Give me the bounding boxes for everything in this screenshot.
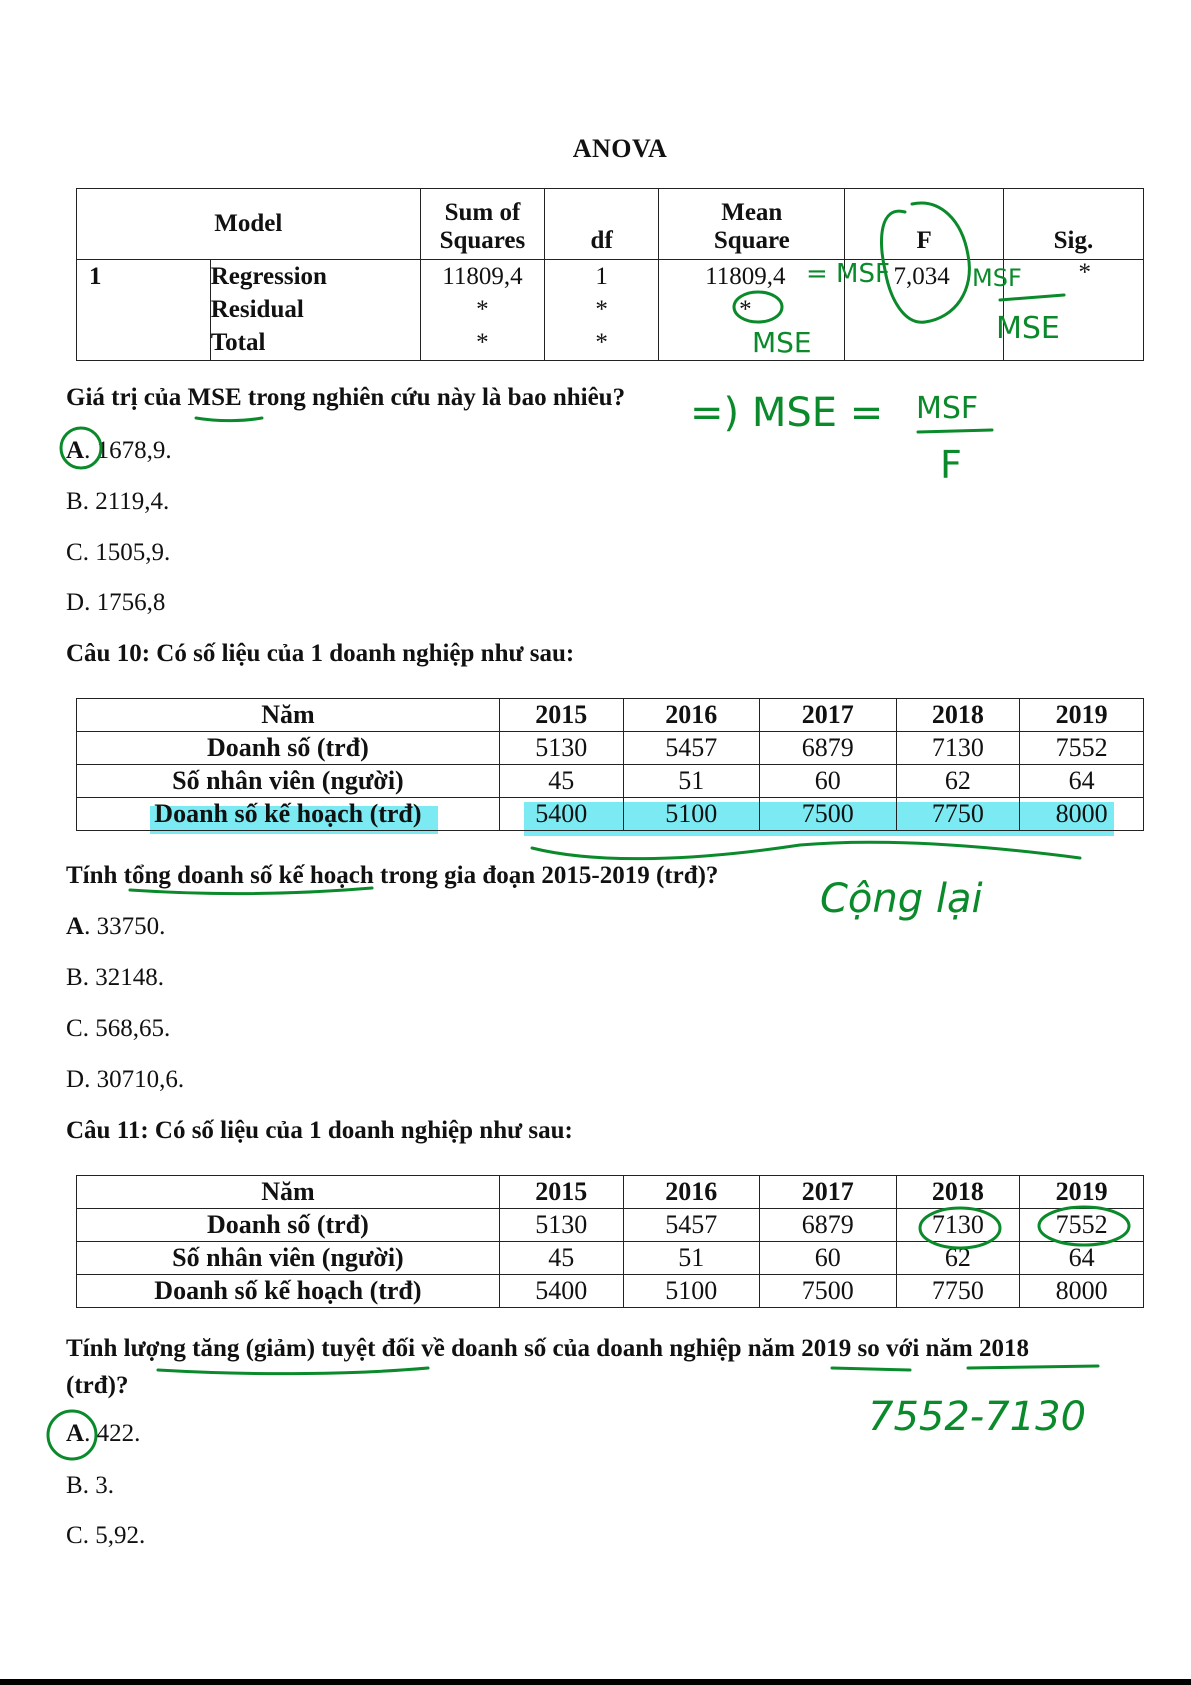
df-total: * xyxy=(595,329,608,356)
q11-option-a[interactable]: A. 422. xyxy=(66,1420,141,1447)
ms-cell xyxy=(659,260,845,361)
cell: 60 xyxy=(760,1242,896,1275)
cell: 51 xyxy=(623,1242,759,1275)
row-label: Doanh số kế hoạch (trđ) xyxy=(77,1275,500,1308)
q9-option-a[interactable]: A. 1678,9. xyxy=(66,437,172,464)
cell: 60 xyxy=(760,765,896,798)
cell: 45 xyxy=(499,1242,623,1275)
cell: 45 xyxy=(499,765,623,798)
cell: 7500 xyxy=(760,1275,896,1308)
cell: 7500 xyxy=(760,798,896,831)
df-regression: 1 xyxy=(595,263,608,290)
df-cell xyxy=(545,260,659,361)
table-row xyxy=(77,1242,1144,1275)
cell: 51 xyxy=(623,765,759,798)
f-regression: 7,034 xyxy=(893,263,950,290)
q11-year: 2016 xyxy=(623,1176,759,1209)
cell: 5457 xyxy=(623,1209,759,1242)
anova-header-row xyxy=(77,189,1144,260)
row-label: Số nhân viên (người) xyxy=(77,765,500,798)
ss-cell xyxy=(420,260,545,361)
cell: 5400 xyxy=(499,798,623,831)
q10-year: 2015 xyxy=(499,699,623,732)
mse-formula-denominator: F xyxy=(940,443,962,487)
cell: 5130 xyxy=(499,732,623,765)
df-header: df xyxy=(545,189,659,260)
cell: 7552 xyxy=(1020,732,1144,765)
cell: 7130 xyxy=(896,732,1020,765)
model-number-cell xyxy=(77,260,211,361)
model-names-cell xyxy=(210,260,420,361)
q9-option-d[interactable]: D. 1756,8 xyxy=(66,589,166,616)
cell: 7552 xyxy=(1020,1209,1144,1242)
ms-regression: 11809,4 xyxy=(705,263,786,290)
f-header: F xyxy=(845,189,1003,260)
q10-table xyxy=(76,698,1144,831)
table-row xyxy=(77,798,1144,831)
q11-year-row xyxy=(77,1176,1144,1209)
row-label: Doanh số (trđ) xyxy=(77,1209,500,1242)
row-name-regression: Regression xyxy=(210,263,327,290)
q11-question: Câu 11: Có số liệu của 1 doanh nghiệp như sau: xyxy=(66,1117,573,1144)
ms-residual: * xyxy=(739,296,752,323)
q11-underline-2 xyxy=(832,1368,910,1370)
q10-option-a[interactable]: A. 33750. xyxy=(66,913,166,940)
anova-title: ANOVA xyxy=(572,134,668,163)
q10-year: 2019 xyxy=(1020,699,1144,732)
table-row xyxy=(77,732,1144,765)
cell: 6879 xyxy=(760,732,896,765)
q10-question: Câu 10: Có số liệu của 1 doanh nghiệp như sau: xyxy=(66,640,575,667)
sig-regression: * xyxy=(1078,259,1091,286)
q10-prompt: Tính tổng doanh số kế hoạch trong gia đoạn 2015-2019 (trđ)? xyxy=(66,862,719,889)
cell: 5100 xyxy=(623,798,759,831)
sig-cell xyxy=(1003,260,1143,361)
q10-year: 2016 xyxy=(623,699,759,732)
cell: 5400 xyxy=(499,1275,623,1308)
cell: 8000 xyxy=(1020,798,1144,831)
q11-year: 2015 xyxy=(499,1176,623,1209)
q11-underline-3 xyxy=(968,1366,1098,1368)
mse-formula-lhs: =) MSE = xyxy=(690,390,884,436)
cell: 5100 xyxy=(623,1275,759,1308)
diff-note: 7552-7130 xyxy=(868,1394,1087,1440)
q10-year: 2018 xyxy=(896,699,1020,732)
q10-option-c[interactable]: C. 568,65. xyxy=(66,1015,171,1042)
cell: 7750 xyxy=(896,1275,1020,1308)
q11-table xyxy=(76,1175,1144,1308)
cell: 6879 xyxy=(760,1209,896,1242)
cell: 7130 xyxy=(896,1209,1020,1242)
q10-year-header: Năm xyxy=(77,699,500,732)
table-row xyxy=(77,1209,1144,1242)
plan-row-brace xyxy=(532,842,1080,858)
cell: 7750 xyxy=(896,798,1020,831)
row-label: Doanh số (trđ) xyxy=(77,732,500,765)
q9-question: Giá trị của MSE trong nghiên cứu này là bao nhiêu? xyxy=(66,384,626,411)
ss-regression: 11809,4 xyxy=(442,263,523,290)
cell: 64 xyxy=(1020,765,1144,798)
q9-option-b[interactable]: B. 2119,4. xyxy=(66,488,170,515)
formula-fraction-bar xyxy=(918,430,992,432)
table-row xyxy=(77,1275,1144,1308)
q10-option-b[interactable]: B. 32148. xyxy=(66,964,164,991)
sum-note: Cộng lại xyxy=(820,876,983,922)
model-header: Model xyxy=(77,189,421,260)
cell: 5457 xyxy=(623,732,759,765)
q11-year: 2017 xyxy=(760,1176,896,1209)
cell: 5130 xyxy=(499,1209,623,1242)
q10-year: 2017 xyxy=(760,699,896,732)
f-fraction-bottom: MSE xyxy=(996,311,1060,346)
row-label: Doanh số kế hoạch (trđ) xyxy=(77,798,500,831)
row-name-total: Total xyxy=(210,329,266,356)
row-label: Số nhân viên (người) xyxy=(77,1242,500,1275)
table-row xyxy=(77,765,1144,798)
anova-table xyxy=(76,188,1144,361)
f-fraction-top: MSF xyxy=(972,264,1022,292)
q11-prompt-line1: Tính lượng tăng (giảm) tuyệt đối về doanh số của doanh nghiệp năm 2019 so với năm 2018 xyxy=(66,1335,1030,1362)
q10-year-row xyxy=(77,699,1144,732)
mean-square-header: Mean Square xyxy=(659,189,845,260)
f-cell xyxy=(845,260,1003,361)
q9-option-c[interactable]: C. 1505,9. xyxy=(66,539,171,566)
bottom-bar xyxy=(0,1679,1191,1685)
cell: 62 xyxy=(896,765,1020,798)
mse-underline xyxy=(196,418,262,421)
q11-year: 2018 xyxy=(896,1176,1020,1209)
df-residual: * xyxy=(595,296,608,323)
cell: 64 xyxy=(1020,1242,1144,1275)
q11-option-b[interactable]: B. 3. xyxy=(66,1472,114,1499)
row-name-residual: Residual xyxy=(210,296,304,323)
q10-option-d[interactable]: D. 30710,6. xyxy=(66,1066,185,1093)
anova-body-row xyxy=(77,260,1144,361)
msf-note: = MSF xyxy=(806,259,890,289)
ss-residual: * xyxy=(476,296,489,323)
q11-underline-1 xyxy=(158,1368,428,1374)
q11-prompt-line2: (trđ)? xyxy=(66,1372,129,1399)
q11-year-header: Năm xyxy=(77,1176,500,1209)
mse-formula-numerator: MSF xyxy=(916,391,979,426)
cell: 8000 xyxy=(1020,1275,1144,1308)
q11-option-c[interactable]: C. 5,92. xyxy=(66,1522,146,1549)
sig-header: Sig. xyxy=(1003,189,1143,260)
model-number: 1 xyxy=(89,263,102,290)
sum-of-squares-header: Sum of Squares xyxy=(420,189,545,260)
ss-total: * xyxy=(476,329,489,356)
q11-year: 2019 xyxy=(1020,1176,1144,1209)
cell: 62 xyxy=(896,1242,1020,1275)
mse-label: MSE xyxy=(752,326,812,359)
